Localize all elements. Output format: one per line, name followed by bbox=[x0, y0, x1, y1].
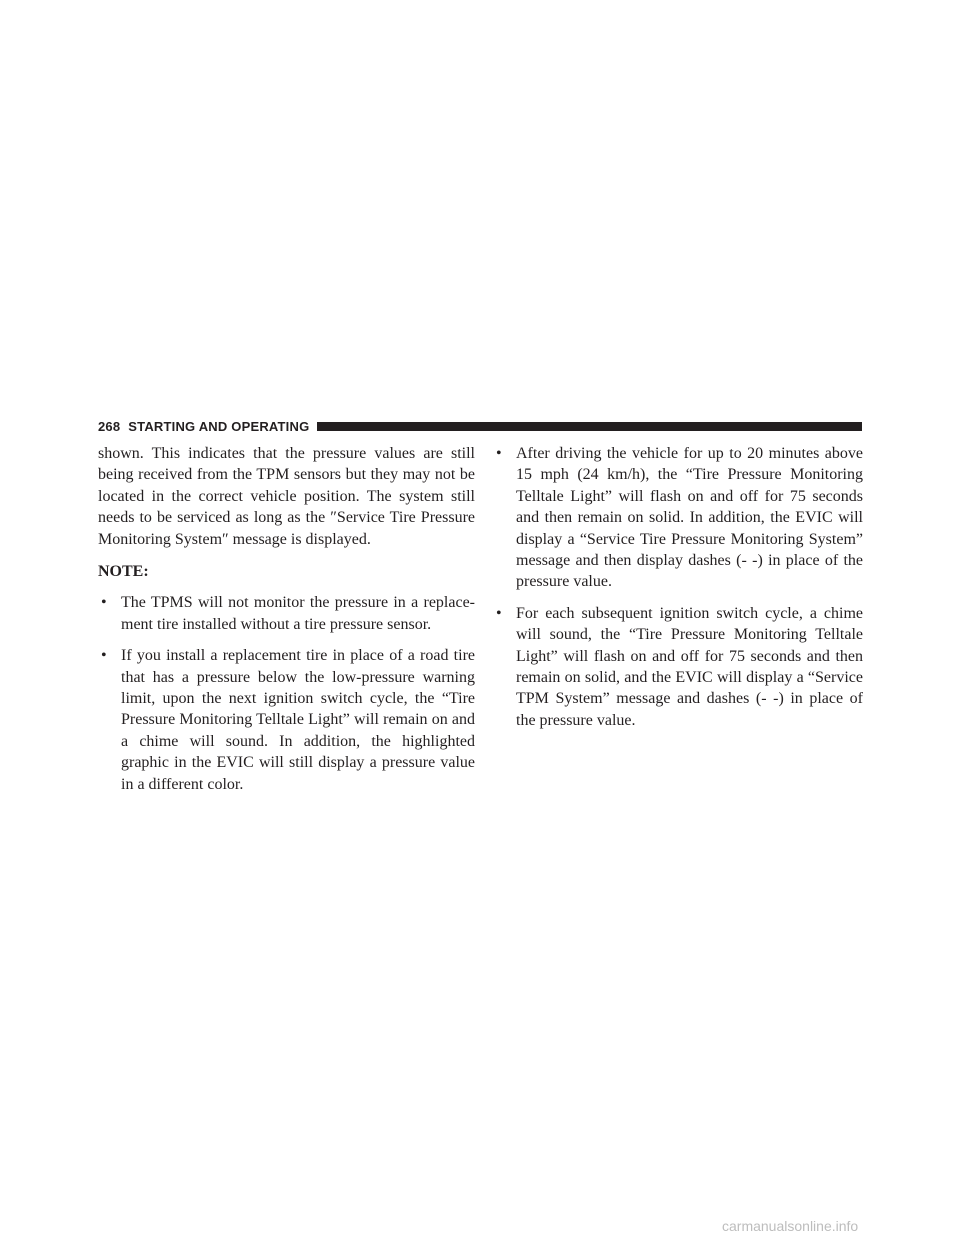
bullet-icon: • bbox=[101, 594, 107, 612]
list-item-text: The TPMS will not monitor the pressure in a replacement tire installed without a tire pressure sensor. bbox=[121, 594, 475, 633]
list-item-text: If you install a replacement tire in place of a road tire that has a pressure below the low-pressure warning limit, upon the next ignition switch cycle, the “Tire Pressure Monitoring Telltale Light” will remain on and a chime will sound. In addition, the highlighted graphic in the EVIC will still display a pressure value in a different color. bbox=[121, 647, 475, 793]
bullet-icon: • bbox=[496, 604, 502, 622]
section-title: STARTING AND OPERATING bbox=[128, 418, 310, 434]
header-rule bbox=[317, 422, 862, 431]
right-column bbox=[493, 443, 863, 741]
bullet-icon: • bbox=[496, 445, 502, 462]
list-item bbox=[493, 443, 863, 593]
note-heading: NOTE: bbox=[98, 563, 149, 581]
left-column bbox=[98, 443, 475, 805]
list-item bbox=[493, 603, 863, 731]
bullet-icon: • bbox=[101, 647, 107, 665]
list-item bbox=[98, 645, 475, 795]
page-number: 268 bbox=[98, 418, 121, 434]
page-header bbox=[98, 416, 862, 436]
list-item-text: For each subsequent ignition switch cycle, a chime will sound, the “Tire Pressure Monitoring Telltale Light” will flash on and off for 75 seconds and then remain on solid, and the EVIC will display a “Service TPM System” message and dashes (- -) in place of the pressure value. bbox=[516, 604, 863, 729]
intro-paragraph: shown. This indicates that the pressure values are still being received from the TPM sensors but they may not be located in the correct vehicle position. The system still needs to be serviced as long as the ″Service Tire Pressure Monitoring System″ message is displayed. bbox=[98, 445, 475, 548]
list-item-text: After driving the vehicle for up to 20 minutes above 15 mph (24 km/h), the “Tire Pressure Monitoring Telltale Light” will flash on and off for 75 seconds and then remain on solid. In addition, the EVIC will display a “Service Tire Pressure Monitoring System” message and then display dashes (- -) in place of the pressure value. bbox=[516, 445, 863, 591]
list-item bbox=[98, 592, 475, 635]
watermark: carmanualsonline.info bbox=[722, 1218, 859, 1234]
